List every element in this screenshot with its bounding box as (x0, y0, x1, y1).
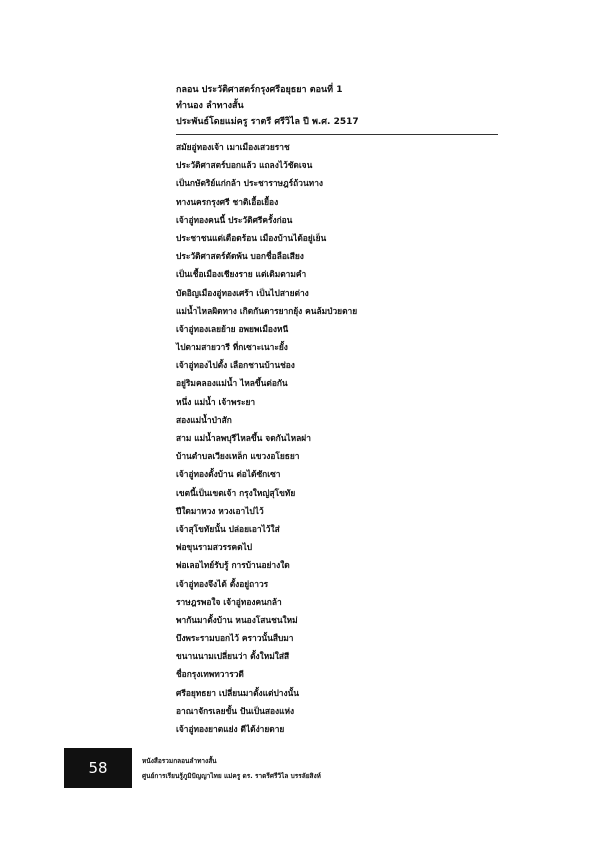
poem-melody: ทำนอง ลำทางสั้น (176, 101, 244, 111)
poem-line: อยู่ริมคลองแม่น้ำ ไหลขึ้นต่อกัน (176, 378, 288, 389)
poem-line: ศรีอยุทธยา เปลี่ยนมาตั้งแต่ปางนั้น (176, 687, 299, 698)
poem-line: ปีใดมาหวง หวงเอาไปไว้ (176, 505, 264, 516)
footer-text (142, 754, 321, 784)
poem-line: เป็นเชื้อเมืองเชียงราย แต่เดิมตามคำ (176, 269, 307, 280)
footer-book-title: หนังสือรวมกลอนลำทางสั้น (142, 757, 217, 765)
poem-line: ทางนครกรุงศรี ชาติเอื้อเยื้อง (176, 196, 279, 207)
page-footer (64, 748, 504, 788)
poem-title: กลอน ประวัติศาสตร์กรุงศรีอยุธยา ตอนที่ 1 (176, 85, 343, 95)
poem-line: ราษฎรพอใจ เจ้าอู่ทองคนกล้า (176, 596, 282, 607)
poem-line: สองแม่น้ำป่าสัก (176, 414, 232, 425)
poem-author: ประพันธ์โดยแม่ครู ราตรี ศรีวิไล ปี พ.ศ. 2517 (176, 117, 359, 127)
poem-line: สมัยอู่ทองเจ้า เมาเมืองเสวยราช (176, 142, 290, 152)
poem-line: อาณาจักรเลยขั้น ปันเป็นสองแห่ง (176, 705, 295, 716)
poem-line: เจ้าอู่ทองเลยย้าย อพยพเมืองหนี (176, 323, 289, 334)
poem-line: หนึ่ง แม่น้ำ เจ้าพระยา (176, 396, 256, 407)
poem-line: ชื่อกรุงเทพทวารวดี (176, 669, 244, 680)
poem-line: เจ้าอู่ทองจึงได้ ตั้งอยู่ถาวร (176, 578, 269, 589)
poem-line: พ่อเลอไทย์รับรู้ การบ้านอย่างใด (176, 560, 290, 571)
poem-line: บ้านตำบลเวียงเหล็ก แขวงอโยธยา (176, 451, 300, 462)
poem-line: เป็นกษัตริย์แก่กล้า ประชาราษฎร์ถ้วนทาง (176, 178, 323, 189)
poem-line: ประวัติศาสตร์ตัดพ้น บอกชื่อลือเสียง (176, 251, 304, 262)
poem-line: บัดอิญเมืองอู่ทองเศร้า เป็นไปสายต่าง (176, 287, 309, 298)
poem-line: เจ้าอู่ทองไปตั้ง เลือกชานบ้านช่อง (176, 360, 295, 371)
poem-line: ประวัติศาสตร์บอกแล้ว แถลงไว้ชัดเจน (176, 160, 313, 171)
poem-line: สาม แม่น้ำลพบุรีไหลขึ้น จดกันไหลผ่า (176, 433, 311, 443)
header-divider (176, 134, 498, 135)
poem-line: ขนานนามเปลี่ยนว่า ตั้งใหม่ใส่สี (176, 651, 290, 662)
footer-publisher: ศูนย์การเรียนรู้ภูมิปัญญาไทย แม่ครู ดร. ราตรีศรีวิไล บรรลัยสิงห์ (142, 772, 321, 780)
poem-line: พากันมาตั้งบ้าน หนองโสนชนใหม่ (176, 614, 298, 625)
poem-line: เจ้าอู่ทองตั้งบ้าน ต่อได้ซักเซา (176, 469, 281, 480)
poem-line: บึงพระรามบอกไว้ คราวนั้นสืบมา (176, 633, 294, 644)
poem-line: แม่น้ำไหลผิดทาง เกิดกันดารยากยุ้ง คนล้มป่วยตาย (176, 305, 358, 316)
poem-line: ไปตามสายวารี ที่กเซาะเนาะยั้ง (176, 342, 288, 353)
poem-header (176, 82, 498, 130)
poem-line: เจ้าอู่ทองยาตแย่ง ดีได้ง่ายดาย (176, 724, 285, 734)
poem-line: เจ้าสุโขทัยนั้น ปล่อยเอาไว้ใส่ (176, 523, 280, 534)
page-number: 58 (64, 748, 132, 788)
poem-line: เจ้าอู่ทองคนนี้ ประวัติศรีครั้งก่อน (176, 214, 293, 225)
poem-body (176, 138, 498, 738)
poem-line: พ่อขุนรามสวรรคตไป (176, 542, 253, 553)
poem-line: ประชาชนแต่เดือดร้อน เมืองบ้านได้อยู่เย็น (176, 232, 327, 243)
poem-line: เขตนี้เป็นเขตเจ้า กรุงใหญ่สุโขทัย (176, 487, 296, 498)
